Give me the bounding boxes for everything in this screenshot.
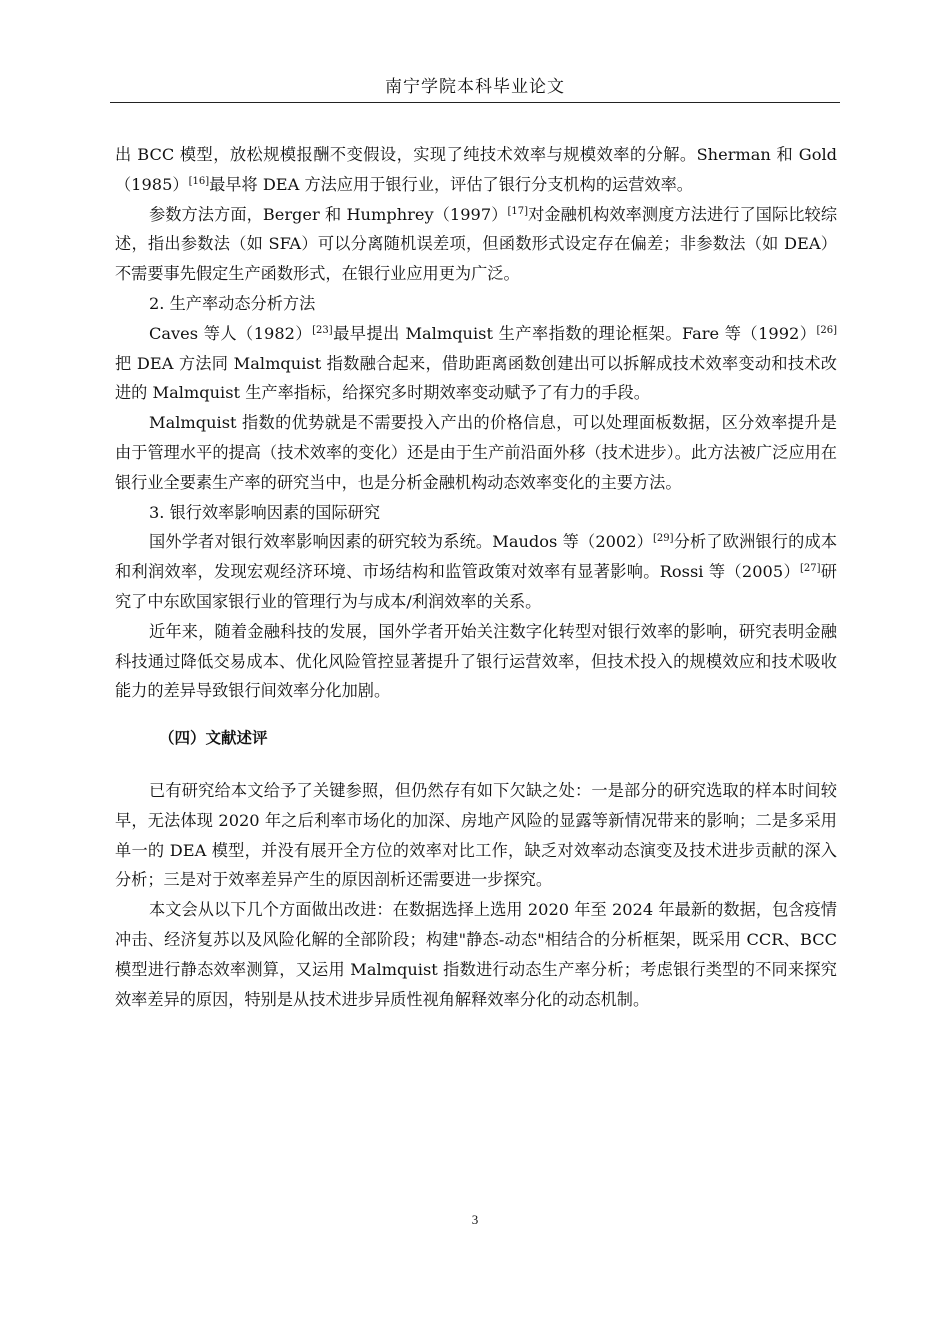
citation-ref: [27] (799, 563, 821, 575)
subheading-international-research: 3. 银行效率影响因素的国际研究 (149, 502, 381, 522)
paragraph-research-gaps: 已有研究给本文给予了关键参照，但仍然存有如下欠缺之处：一是部分的研究选取的样本时间较早，无法体现 2020 年之后利率市场化的加深、房地产风险的显露等新情况带来的影响；二是多采用单一的 DEA 模型，并没有展开全方位的效率对比工作，缺乏对效率动态演变及技术进步贡献的深入分析；三是对于效率差异产生的原因剖析还需要进一步探究。 (115, 780, 837, 890)
citation-ref: [29] (653, 533, 674, 545)
page-header-title: 南宁学院本科毕业论文 (385, 77, 565, 97)
paragraph-parametric-methods (115, 200, 837, 289)
paragraph-malmquist-origin (115, 319, 837, 408)
citation-ref: [23] (312, 324, 333, 336)
paragraph-improvements: 本文会从以下几个方面做出改进：在数据选择上选用 2020 年至 2024 年最新的数据，包含疫情冲击、经济复苏以及风险化解的全部阶段；构建"静态-动态"相结合的分析框架，既采用 CCR、BCC 模型进行静态效率测算，又运用 Malmquist 指数进行动态生产率分析；考虑银行类型的不同来探究效率差异的原因，特别是从技术进步异质性视角解释效率分化的动态机制。 (115, 900, 837, 1009)
paragraph-fintech: 近年来，随着金融科技的发展，国外学者开始关注数字化转型对银行效率的影响，研究表明金融科技通过降低交易成本、优化风险管控显著提升了银行运营效率，但技术投入的规模效应和技术吸收能力的差异导致银行间效率分化加剧。 (115, 621, 837, 701)
paragraph-text: 参数方法方面，Berger 和 Humphrey（1997） (149, 204, 508, 224)
paragraph-dea-bcc (115, 140, 837, 200)
citation-ref: [26] (816, 324, 837, 336)
paragraph-efficiency-factors (115, 527, 837, 616)
paragraph-text: 出 BCC 模型，放松规模报酬不变假设，实现了纯技术效率与规模效率的分解。Sherman 和 Gold（1985） (115, 145, 837, 194)
page-body (115, 140, 837, 1014)
citation-ref: [17] (507, 205, 528, 217)
paragraph-text: 最早提出 Malmquist 生产率指数的理论框架。Fare 等（1992） (332, 323, 817, 343)
paragraph-text: Caves 等人（1982） (149, 323, 313, 343)
paragraph-malmquist-advantages: Malmquist 指数的优势就是不需要投入产出的价格信息，可以处理面板数据，区分效率提升是由于管理水平的提高（技术效率的变化）还是由于生产前沿面外移（技术进步）。此方法被广泛应用在银行业全要素生产率的研究当中，也是分析金融机构动态效率变化的主要方法。 (115, 413, 837, 492)
paragraph-text: 对金融机构效率测度方法进行了国际比较综述，指出参数法（如 SFA）可以分离随机误差项，但函数形式设定存在偏差；非参数法（如 DEA）不需要事先假定生产函数形式，在银行业应用更为广泛。 (115, 204, 838, 284)
paragraph-text: 把 DEA 方法同 Malmquist 指数融合起来，借助距离函数创建出可以拆解成技术效率变动和技术改进的 Malmquist 生产率指标，给探究多时期效率变动赋予了有力的手段。 (115, 353, 837, 403)
paragraph-text: 分析了欧洲银行的成本和利润效率，发现宏观经济环境、市场结构和监管政策对效率有显著影响。Rossi 等（2005） (115, 532, 838, 582)
header-divider (110, 102, 840, 103)
paragraph-text: 国外学者对银行效率影响因素的研究较为系统。Maudos 等（2002） (149, 532, 654, 552)
citation-ref: [16] (188, 175, 210, 187)
paragraph-text: 最早将 DEA 方法应用于银行业，评估了银行分支机构的运营效率。 (209, 174, 693, 194)
subheading-productivity-dynamics: 2. 生产率动态分析方法 (149, 293, 316, 313)
paragraph-text: 研究了中东欧国家银行业的管理行为与成本/利润效率的关系。 (115, 562, 837, 611)
spacer (115, 706, 837, 724)
spacer (115, 754, 837, 776)
page-number: 3 (471, 1212, 479, 1227)
section-title-literature-review: （四）文献述评 (159, 729, 268, 748)
